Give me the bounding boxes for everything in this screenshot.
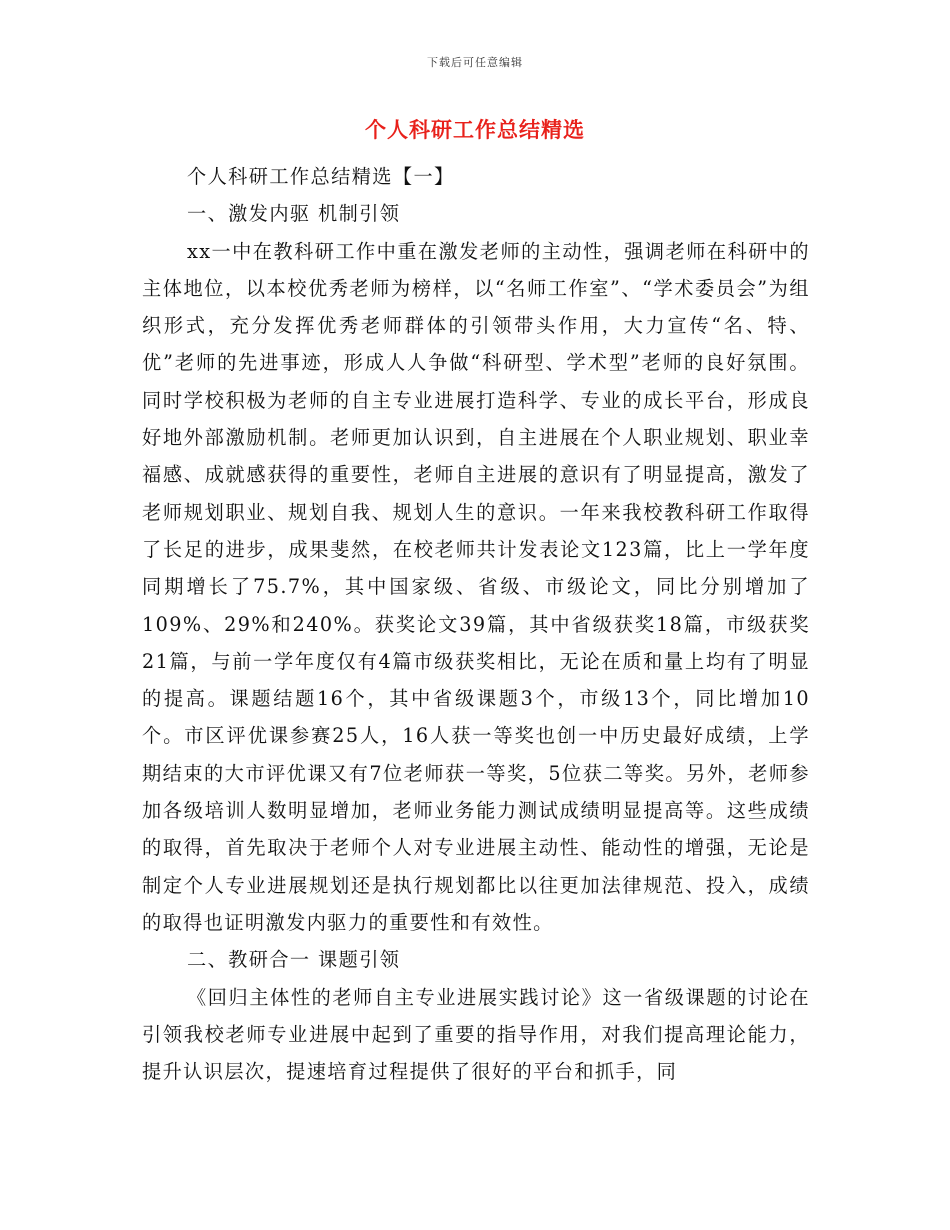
- section-1-paragraph: xx一中在教科研工作中重在激发老师的主动性，强调老师在科研中的主体地位，以本校优秀老师为榜样，以“名师工作室”、“学术委员会”为组织形式，充分发挥优秀老师群体的引领带头作用，大力宣传“名、特、优”老师的先进事迹，形成人人争做“科研型、学术型”老师的良好氛围。同时学校积极为老师的自主专业进展打造科学、专业的成长平台，形成良好地外部激励机制。老师更加认识到，自主进展在个人职业规划、职业幸福感、成就感获得的重要性，老师自主进展的意识有了明显提高，激发了老师规划职业、规划自我、规划人生的意识。一年来我校教科研工作取得了长足的进步，成果斐然，在校老师共计发表论文123篇，比上一学年度同期增长了75.7%，其中国家级、省级、市级论文，同比分别增加了109%、29%和240%。获奖论文39篇，其中省级获奖18篇，市级获奖21篇，与前一学年度仅有4篇市级获奖相比，无论在质和量上均有了明显的提高。课题结题16个，其中省级课题3个，市级13个，同比增加10个。市区评优课参赛25人，16人获一等奖也创一中历史最好成绩，上学期结束的大市评优课又有7位老师获一等奖，5位获二等奖。另外，老师参加各级培训人数明显增加，老师业务能力测试成绩明显提高等。这些成绩的取得，首先取决于老师个人对专业进展主动性、能动性的增强，无论是制定个人专业进展规划还是执行规划都比以往更加法律规范、投入，成绩的取得也证明激发内驱力的重要性和有效性。: [142, 239, 810, 934]
- page-header-note: 下载后可任意编辑: [427, 56, 523, 69]
- section-1-heading: 一、激发内驱 机制引领: [187, 202, 401, 226]
- document-title: 个人科研工作总结精选: [365, 117, 585, 142]
- document-subtitle: 个人科研工作总结精选【一】: [187, 165, 455, 188]
- document-body: [142, 158, 810, 1090]
- section-2-heading: 二、教研合一 课题引领: [187, 948, 401, 972]
- section-2-paragraph: 《回归主体性的老师自主专业进展实践讨论》这一省级课题的讨论在引领我校老师专业进展中起到了重要的指导作用，对我们提高理论能力，提升认识层次，提速培育过程提供了很好的平台和抓手，同: [142, 985, 810, 1084]
